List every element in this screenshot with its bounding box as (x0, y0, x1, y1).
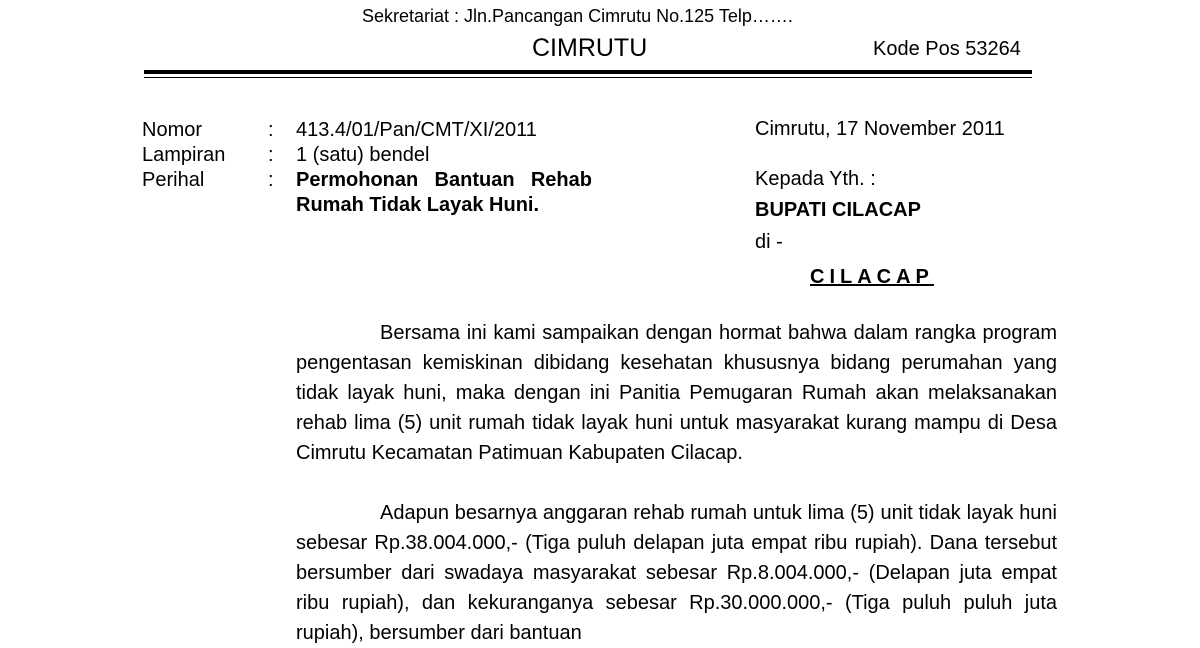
body-paragraph-2: Adapun besarnya anggaran rehab rumah untuk lima (5) unit tidak layak huni sebesar Rp.38.004.000,- (Tiga puluh delapan juta empat ribu rupiah). Dana tersebut bersumber dari swadaya masyarakat sebesar Rp.8.004.000,- (Delapan juta empat ribu rupiah), dan kekuranganya sebesar Rp.30.000.000,- (Tiga puluh puluh juta rupiah), bersumber dari bantuan (296, 502, 1057, 644)
letterhead-city: CIMRUTU (532, 34, 648, 62)
recipient-greeting: Kepada Yth. : (755, 168, 876, 190)
recipient-di: di - (755, 231, 783, 253)
perihal-colon: : (268, 169, 274, 191)
letterhead-divider-thin (144, 77, 1032, 78)
letter-date: Cimrutu, 17 November 2011 (755, 118, 1005, 140)
recipient-name: BUPATI CILACAP (755, 199, 921, 221)
lampiran-value: 1 (satu) bendel (296, 144, 430, 166)
letterhead-address: Sekretariat : Jln.Pancangan Cimrutu No.125 Telp……. (362, 6, 793, 26)
letterhead-divider-thick (144, 70, 1032, 74)
nomor-value: 413.4/01/Pan/CMT/XI/2011 (296, 119, 537, 141)
perihal-label: Perihal (142, 169, 205, 191)
lampiran-label: Lampiran (142, 144, 226, 166)
letterhead-postal-code: Kode Pos 53264 (873, 38, 1021, 60)
perihal-value: Permohonan Bantuan Rehab Rumah Tidak Layak Huni. (296, 169, 592, 216)
body-paragraph-1: Bersama ini kami sampaikan dengan hormat bahwa dalam rangka program pengentasan kemiskinan dibidang kesehatan khususnya bidang perumahan yang tidak layak huni, maka dengan ini Panitia Pemugaran Rumah akan melaksanakan rehab lima (5) unit rumah tidak layak huni untuk masyarakat kurang mampu di Desa Cimrutu Kecamatan Patimuan Kabupaten Cilacap. (296, 322, 1057, 464)
recipient-city: CILACAP (810, 266, 934, 288)
nomor-colon: : (268, 119, 274, 141)
nomor-label: Nomor (142, 119, 203, 141)
lampiran-colon: : (268, 144, 274, 166)
